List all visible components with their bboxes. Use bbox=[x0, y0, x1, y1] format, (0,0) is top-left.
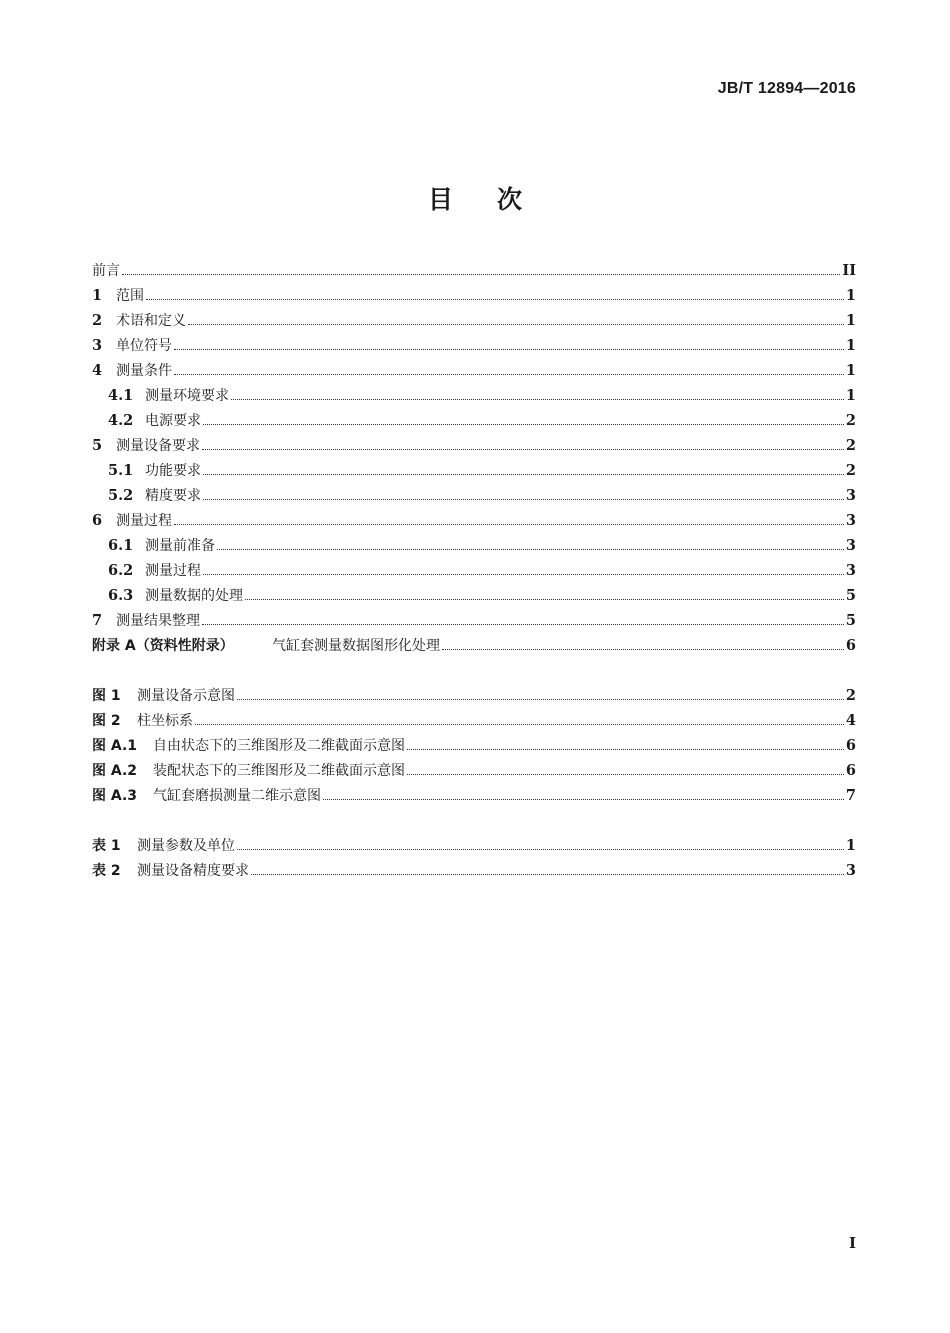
toc-subentry[interactable] bbox=[92, 558, 856, 583]
dot-leader bbox=[203, 498, 844, 500]
toc-entry-number: 4 bbox=[92, 362, 103, 379]
figure-page: 6 bbox=[845, 762, 856, 779]
dot-leader bbox=[195, 723, 844, 725]
dot-leader bbox=[174, 348, 844, 350]
dot-leader bbox=[217, 548, 844, 550]
toc-entry-label: 测量设备要求 bbox=[116, 438, 200, 454]
toc-entry-label: 测量前准备 bbox=[145, 538, 215, 554]
toc-entry-page: 3 bbox=[845, 562, 856, 579]
toc-entry-label: 测量过程 bbox=[116, 513, 172, 529]
toc-entry-page: II bbox=[842, 262, 856, 279]
figure-number: 图 2 bbox=[92, 713, 121, 729]
dot-leader bbox=[203, 573, 844, 575]
toc-entry-page: 5 bbox=[845, 612, 856, 629]
toc-entry-page: 3 bbox=[845, 537, 856, 554]
figure-entry[interactable] bbox=[92, 733, 856, 758]
figure-page: 4 bbox=[845, 712, 856, 729]
toc-entry-appendix[interactable] bbox=[92, 633, 856, 658]
dot-leader bbox=[146, 298, 844, 300]
dot-leader bbox=[231, 398, 844, 400]
toc-entry-number: 3 bbox=[92, 337, 103, 354]
dot-leader bbox=[188, 323, 844, 325]
toc-entry-page: 2 bbox=[845, 462, 856, 479]
dot-leader bbox=[407, 773, 844, 775]
table-page: 1 bbox=[845, 837, 856, 854]
dot-leader bbox=[203, 473, 844, 475]
toc-subentry[interactable] bbox=[92, 533, 856, 558]
toc-entry-number: 4.1 bbox=[108, 387, 134, 404]
toc-tables bbox=[92, 833, 856, 883]
toc-entry-page: 1 bbox=[845, 312, 856, 329]
toc-entry-number: 2 bbox=[92, 312, 103, 329]
toc-entry-page: 5 bbox=[845, 587, 856, 604]
toc-entry-label: 测量环境要求 bbox=[145, 388, 229, 404]
figure-entry[interactable] bbox=[92, 783, 856, 808]
toc-entry-label: 功能要求 bbox=[145, 463, 201, 479]
toc-entry-label: 电源要求 bbox=[145, 413, 201, 429]
toc-entry[interactable] bbox=[92, 308, 856, 333]
dot-leader bbox=[245, 598, 844, 600]
toc-entry[interactable] bbox=[92, 358, 856, 383]
page-number: I bbox=[848, 1234, 856, 1252]
toc-entry-number: 6 bbox=[92, 512, 103, 529]
standard-code: JB/T 12894—2016 bbox=[717, 80, 856, 97]
toc-subentry[interactable] bbox=[92, 583, 856, 608]
toc-entry-page: 2 bbox=[845, 412, 856, 429]
figure-page: 6 bbox=[845, 737, 856, 754]
toc-entry-label: 前言 bbox=[92, 263, 120, 279]
toc-entry[interactable] bbox=[92, 433, 856, 458]
table-entry[interactable] bbox=[92, 858, 856, 883]
toc-entry-page: 3 bbox=[845, 487, 856, 504]
toc-entry-page: 3 bbox=[845, 512, 856, 529]
toc-entry-label: 测量过程 bbox=[145, 563, 201, 579]
dot-leader bbox=[237, 848, 844, 850]
dot-leader bbox=[122, 273, 840, 275]
toc-entry-label: 测量结果整理 bbox=[116, 613, 200, 629]
dot-leader bbox=[202, 623, 844, 625]
figure-number: 图 A.3 bbox=[92, 788, 138, 804]
toc-entry-label: 气缸套测量数据图形化处理 bbox=[272, 638, 440, 654]
dot-leader bbox=[174, 373, 844, 375]
dot-leader bbox=[323, 798, 844, 800]
table-number: 表 1 bbox=[92, 838, 121, 854]
table-page: 3 bbox=[845, 862, 856, 879]
toc-entry-number: 6.1 bbox=[108, 537, 134, 554]
toc-entry-number: 1 bbox=[92, 287, 103, 304]
figure-label: 柱坐标系 bbox=[137, 713, 193, 729]
toc-entry[interactable] bbox=[92, 258, 856, 283]
figure-number: 图 A.1 bbox=[92, 738, 138, 754]
toc-entry-label: 单位符号 bbox=[116, 338, 172, 354]
toc-entry-page: 1 bbox=[845, 387, 856, 404]
toc-entry-number: 附录 A（资料性附录） bbox=[92, 638, 234, 654]
table-number: 表 2 bbox=[92, 863, 121, 879]
figure-label: 装配状态下的三维图形及二维截面示意图 bbox=[153, 763, 405, 779]
toc-entry-number: 5.1 bbox=[108, 462, 134, 479]
page-title bbox=[0, 180, 950, 216]
table-label: 测量参数及单位 bbox=[137, 838, 235, 854]
figure-entry[interactable] bbox=[92, 708, 856, 733]
table-entry[interactable] bbox=[92, 833, 856, 858]
figure-entry[interactable] bbox=[92, 758, 856, 783]
figure-label: 测量设备示意图 bbox=[137, 688, 235, 704]
toc-entry-label: 术语和定义 bbox=[116, 313, 186, 329]
toc-entry-label: 精度要求 bbox=[145, 488, 201, 504]
toc-entry-page: 1 bbox=[845, 362, 856, 379]
toc-entry[interactable] bbox=[92, 283, 856, 308]
toc-entry-page: 2 bbox=[845, 437, 856, 454]
dot-leader bbox=[202, 448, 844, 450]
dot-leader bbox=[407, 748, 844, 750]
figure-number: 图 1 bbox=[92, 688, 121, 704]
title-char-2: 次 bbox=[497, 185, 523, 214]
toc-entry-number: 6.2 bbox=[108, 562, 134, 579]
toc-entry-label: 范围 bbox=[116, 288, 144, 304]
toc-entry-number: 5.2 bbox=[108, 487, 134, 504]
toc-entry-number: 6.3 bbox=[108, 587, 134, 604]
toc-subentry[interactable] bbox=[92, 408, 856, 433]
toc-entry-label: 测量数据的处理 bbox=[145, 588, 243, 604]
toc-entry[interactable] bbox=[92, 508, 856, 533]
toc-subentry[interactable] bbox=[92, 483, 856, 508]
table-label: 测量设备精度要求 bbox=[137, 863, 249, 879]
dot-leader bbox=[442, 648, 844, 650]
figure-label: 气缸套磨损测量二维示意图 bbox=[153, 788, 321, 804]
toc-figures bbox=[92, 683, 856, 808]
toc-entry-number: 7 bbox=[92, 612, 103, 629]
dot-leader bbox=[203, 423, 844, 425]
toc-subentry[interactable] bbox=[92, 458, 856, 483]
figure-label: 自由状态下的三维图形及二维截面示意图 bbox=[153, 738, 405, 754]
toc-entry-number: 4.2 bbox=[108, 412, 134, 429]
toc-sections bbox=[92, 258, 856, 658]
dot-leader bbox=[237, 698, 844, 700]
toc-entry[interactable] bbox=[92, 333, 856, 358]
toc-entry-number: 5 bbox=[92, 437, 103, 454]
dot-leader bbox=[251, 873, 844, 875]
toc-entry-page: 6 bbox=[845, 637, 856, 654]
figure-page: 2 bbox=[845, 687, 856, 704]
table-of-contents bbox=[92, 258, 856, 908]
toc-subentry[interactable] bbox=[92, 383, 856, 408]
toc-entry-label: 测量条件 bbox=[116, 363, 172, 379]
figure-entry[interactable] bbox=[92, 683, 856, 708]
figure-number: 图 A.2 bbox=[92, 763, 138, 779]
dot-leader bbox=[174, 523, 844, 525]
title-char-1: 目 bbox=[427, 185, 453, 214]
toc-entry-page: 1 bbox=[845, 337, 856, 354]
toc-entry[interactable] bbox=[92, 608, 856, 633]
figure-page: 7 bbox=[845, 787, 856, 804]
toc-entry-page: 1 bbox=[845, 287, 856, 304]
